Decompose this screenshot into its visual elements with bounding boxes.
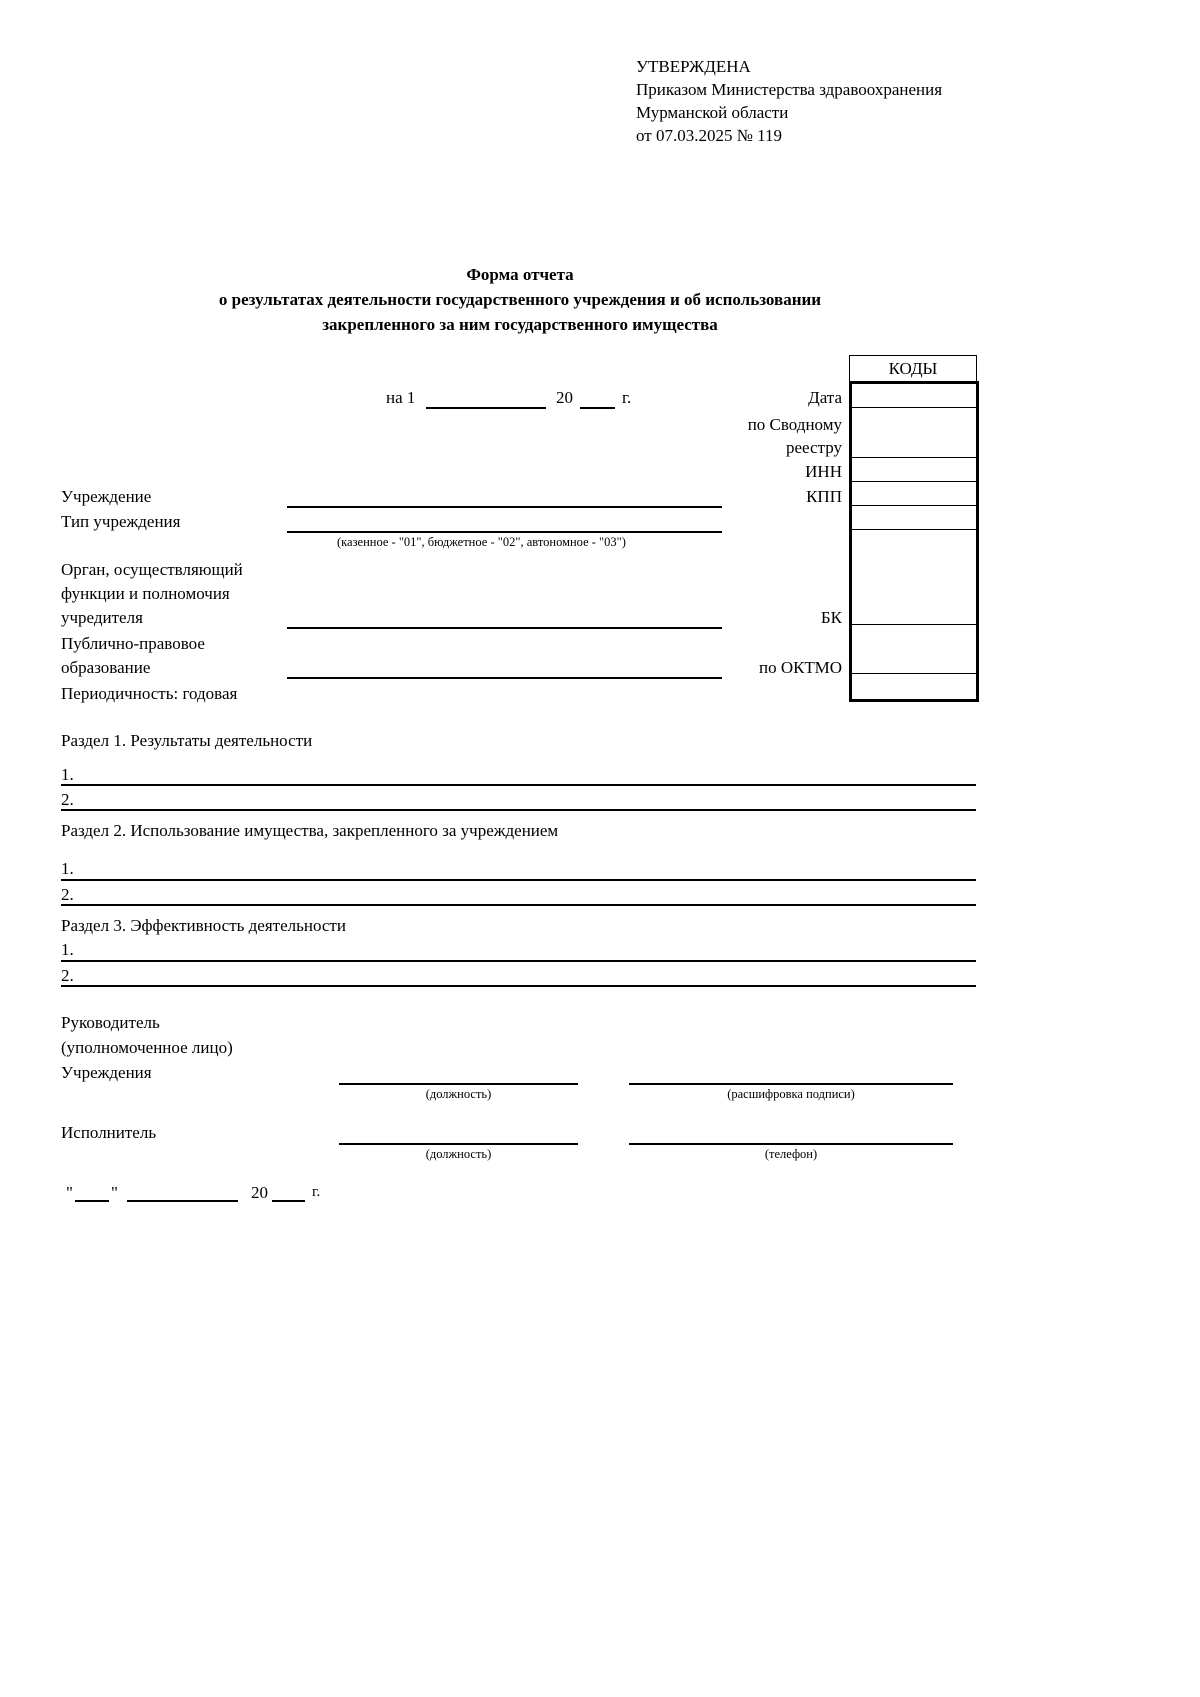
date-prefix: на 1 [386, 388, 416, 407]
section-3-title: Раздел 3. Эффективность деятельности [61, 916, 346, 935]
form-title-line3: закрепленного за ним государственного имущества [322, 315, 718, 334]
section-2-title: Раздел 2. Использование имущества, закрепленного за учреждением [61, 821, 559, 840]
section-2-item-2: 2. [61, 885, 74, 904]
section-3-item-2: 2. [61, 966, 74, 985]
head-label-3: Учреждения [61, 1063, 152, 1082]
executor-label: Исполнитель [61, 1123, 157, 1142]
type-hint: (казенное - "01", бюджетное - "02", автономное - "03") [337, 535, 626, 549]
code-cell-inn[interactable] [852, 458, 976, 482]
head-label-2: (уполномоченное лицо) [61, 1038, 233, 1057]
section-2-line-1[interactable] [61, 879, 976, 881]
approval-title: УТВЕРЖДЕНА [636, 57, 751, 76]
date-day-month-line[interactable] [426, 407, 546, 409]
date-year-prefix: 20 [556, 388, 573, 407]
section-1-item-2: 2. [61, 790, 74, 809]
label-organ-1: Орган, осуществляющий [61, 560, 243, 579]
form-title [100, 262, 940, 337]
section-2-line-2[interactable] [61, 904, 976, 906]
section-3-line-2[interactable] [61, 985, 976, 987]
code-cell-date[interactable] [852, 384, 976, 408]
code-cell-registry[interactable] [852, 408, 976, 458]
head-position-line[interactable] [339, 1083, 578, 1085]
codes-grid [849, 381, 979, 702]
codes-label-inn: ИНН [805, 462, 842, 481]
approval-date: от 07.03.2025 № 119 [636, 126, 783, 145]
form-title-line1: Форма отчета [466, 265, 574, 284]
footer-month-line[interactable] [127, 1200, 238, 1202]
codes-box [849, 355, 979, 702]
institution-input-line[interactable] [287, 506, 722, 508]
footer-day-line[interactable] [75, 1200, 109, 1202]
form-title-line2: о результатах деятельности государственного учреждения и об использовании [218, 290, 822, 309]
section-1-line-2[interactable] [61, 809, 976, 811]
head-decode-hint: (расшифровка подписи) [727, 1087, 855, 1101]
approval-order: Приказом Министерства здравоохранения [636, 80, 943, 99]
executor-phone-line[interactable] [629, 1143, 953, 1145]
codes-label-bk: БК [820, 608, 842, 627]
executor-position-line[interactable] [339, 1143, 578, 1145]
label-public-2: образование [61, 658, 151, 677]
section-1-title: Раздел 1. Результаты деятельности [61, 731, 313, 750]
codes-label-date: Дата [808, 388, 842, 407]
footer-quote-open: " [66, 1183, 73, 1202]
type-input-line[interactable] [287, 531, 722, 533]
approval-stamp [636, 55, 942, 147]
executor-position-hint: (должность) [425, 1147, 492, 1161]
footer-year-line[interactable] [272, 1200, 305, 1202]
head-label-1: Руководитель [61, 1013, 160, 1032]
code-cell-kpp[interactable] [852, 482, 976, 506]
organ-input-line[interactable] [287, 627, 722, 629]
section-1-line-1[interactable] [61, 784, 976, 786]
codes-label-registry-1: по Сводному [747, 415, 842, 434]
label-organ-2: функции и полномочия [61, 584, 230, 603]
public-input-line[interactable] [287, 677, 722, 679]
code-cell-oktmo[interactable] [852, 625, 976, 674]
codes-label-registry-2: реестру [786, 438, 842, 457]
footer-quote-close: " [111, 1183, 118, 1202]
footer-year-prefix: 20 [251, 1183, 268, 1202]
label-type: Тип учреждения [61, 512, 181, 531]
label-public-1: Публично-правовое [61, 634, 205, 653]
code-cell-type[interactable] [852, 506, 976, 530]
section-1-item-1: 1. [61, 765, 74, 784]
approval-region: Мурманской области [636, 103, 789, 122]
executor-phone-hint: (телефон) [764, 1147, 818, 1161]
footer-suffix: г. [312, 1184, 321, 1200]
label-organ-3: учредителя [61, 608, 143, 627]
codes-label-oktmo: по ОКТМО [758, 658, 842, 677]
date-suffix: г. [622, 388, 632, 407]
section-3-line-1[interactable] [61, 960, 976, 962]
code-cell-periodicity[interactable] [852, 674, 976, 699]
codes-header: КОДЫ [849, 355, 977, 381]
head-decode-line[interactable] [629, 1083, 953, 1085]
codes-label-kpp: КПП [806, 487, 842, 506]
section-3-item-1: 1. [61, 940, 74, 959]
date-year-line[interactable] [580, 407, 615, 409]
label-institution: Учреждение [61, 487, 152, 506]
head-position-hint: (должность) [425, 1087, 492, 1101]
section-2-item-1: 1. [61, 859, 74, 878]
code-cell-bk[interactable] [852, 530, 976, 625]
label-periodicity: Периодичность: годовая [61, 684, 238, 703]
